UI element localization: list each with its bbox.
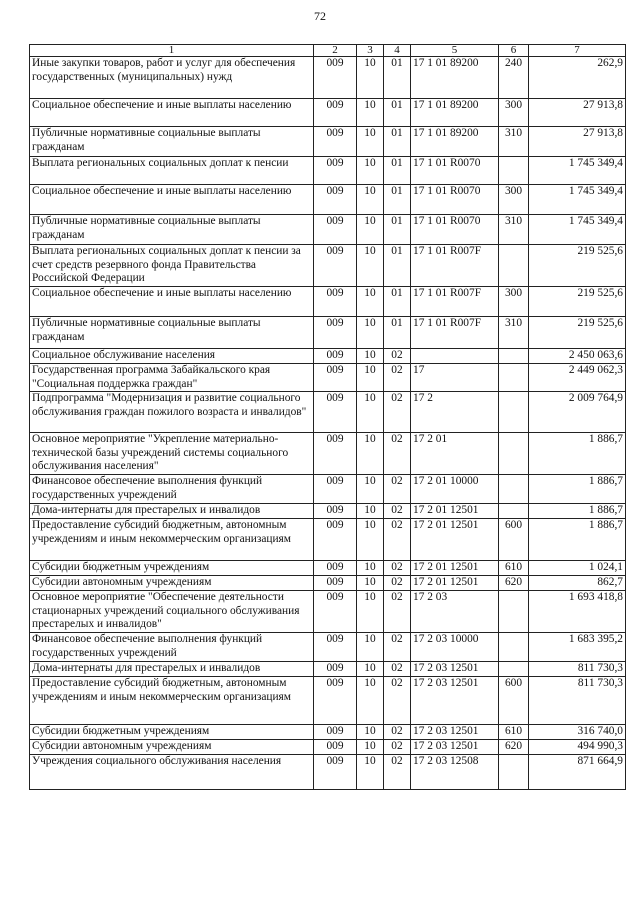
target-article-cell xyxy=(411,349,499,364)
admin-code-cell: 009 xyxy=(314,504,357,519)
table-row xyxy=(30,519,626,561)
target-article-cell: 17 2 03 12508 xyxy=(411,755,499,790)
table-row xyxy=(30,740,626,755)
header-row xyxy=(30,45,626,57)
column-header: 2 xyxy=(314,45,357,57)
admin-code-cell: 009 xyxy=(314,433,357,475)
table-body xyxy=(30,57,626,790)
table-row xyxy=(30,287,626,317)
admin-code-cell: 009 xyxy=(314,57,357,99)
subsection-code-cell: 01 xyxy=(384,215,411,245)
admin-code-cell: 009 xyxy=(314,392,357,433)
target-article-cell: 17 1 01 R0070 xyxy=(411,215,499,245)
subsection-code-cell: 02 xyxy=(384,755,411,790)
table-row xyxy=(30,349,626,364)
expense-type-cell xyxy=(499,475,529,504)
expense-type-cell xyxy=(499,504,529,519)
target-article-cell: 17 1 01 R007F xyxy=(411,245,499,287)
table-row xyxy=(30,504,626,519)
row-name-cell: Субсидии автономным учреждениям xyxy=(30,576,314,591)
subsection-code-cell: 02 xyxy=(384,475,411,504)
table-row xyxy=(30,633,626,662)
admin-code-cell: 009 xyxy=(314,519,357,561)
expense-type-cell xyxy=(499,433,529,475)
subsection-code-cell: 02 xyxy=(384,576,411,591)
section-code-cell: 10 xyxy=(357,245,384,287)
target-article-cell: 17 xyxy=(411,364,499,392)
subsection-code-cell: 02 xyxy=(384,364,411,392)
admin-code-cell: 009 xyxy=(314,755,357,790)
section-code-cell: 10 xyxy=(357,662,384,677)
row-name-cell: Публичные нормативные социальные выплаты гражданам xyxy=(30,215,314,245)
expense-type-cell: 600 xyxy=(499,677,529,725)
section-code-cell: 10 xyxy=(357,287,384,317)
amount-cell: 862,7 xyxy=(529,576,626,591)
row-name-cell: Публичные нормативные социальные выплаты гражданам xyxy=(30,317,314,349)
column-header: 7 xyxy=(529,45,626,57)
subsection-code-cell: 01 xyxy=(384,157,411,185)
admin-code-cell: 009 xyxy=(314,591,357,633)
section-code-cell: 10 xyxy=(357,364,384,392)
admin-code-cell: 009 xyxy=(314,127,357,157)
table-row xyxy=(30,561,626,576)
section-code-cell: 10 xyxy=(357,519,384,561)
row-name-cell: Иные закупки товаров, работ и услуг для обеспечения государственных (муниципальных) нужд xyxy=(30,57,314,99)
column-header: 1 xyxy=(30,45,314,57)
admin-code-cell: 009 xyxy=(314,633,357,662)
table-header xyxy=(30,45,626,57)
section-code-cell: 10 xyxy=(357,677,384,725)
section-code-cell: 10 xyxy=(357,57,384,99)
section-code-cell: 10 xyxy=(357,127,384,157)
amount-cell: 1 745 349,4 xyxy=(529,215,626,245)
table-row xyxy=(30,475,626,504)
expense-type-cell: 300 xyxy=(499,287,529,317)
expense-type-cell: 310 xyxy=(499,127,529,157)
subsection-code-cell: 02 xyxy=(384,561,411,576)
page-number: 72 xyxy=(314,9,326,23)
section-code-cell: 10 xyxy=(357,475,384,504)
subsection-code-cell: 02 xyxy=(384,633,411,662)
section-code-cell: 10 xyxy=(357,157,384,185)
table-row xyxy=(30,157,626,185)
section-code-cell: 10 xyxy=(357,504,384,519)
section-code-cell: 10 xyxy=(357,392,384,433)
subsection-code-cell: 02 xyxy=(384,591,411,633)
admin-code-cell: 009 xyxy=(314,287,357,317)
target-article-cell: 17 1 01 89200 xyxy=(411,127,499,157)
subsection-code-cell: 01 xyxy=(384,287,411,317)
table-row xyxy=(30,99,626,127)
section-code-cell: 10 xyxy=(357,317,384,349)
admin-code-cell: 009 xyxy=(314,677,357,725)
amount-cell: 27 913,8 xyxy=(529,127,626,157)
target-article-cell: 17 1 01 R0070 xyxy=(411,185,499,215)
target-article-cell: 17 2 01 12501 xyxy=(411,561,499,576)
target-article-cell: 17 2 01 12501 xyxy=(411,576,499,591)
expense-type-cell: 610 xyxy=(499,725,529,740)
amount-cell: 219 525,6 xyxy=(529,287,626,317)
row-name-cell: Субсидии бюджетным учреждениям xyxy=(30,725,314,740)
target-article-cell: 17 2 03 xyxy=(411,591,499,633)
target-article-cell: 17 1 01 R007F xyxy=(411,317,499,349)
column-header: 6 xyxy=(499,45,529,57)
expense-type-cell: 300 xyxy=(499,99,529,127)
amount-cell: 27 913,8 xyxy=(529,99,626,127)
table-row xyxy=(30,57,626,99)
expense-type-cell: 310 xyxy=(499,215,529,245)
expense-type-cell: 300 xyxy=(499,185,529,215)
amount-cell: 219 525,6 xyxy=(529,245,626,287)
expense-type-cell xyxy=(499,633,529,662)
amount-cell: 2 450 063,6 xyxy=(529,349,626,364)
section-code-cell: 10 xyxy=(357,215,384,245)
row-name-cell: Финансовое обеспечение выполнения функций государственных учреждений xyxy=(30,475,314,504)
subsection-code-cell: 01 xyxy=(384,57,411,99)
amount-cell: 1 024,1 xyxy=(529,561,626,576)
amount-cell: 1 886,7 xyxy=(529,433,626,475)
table-row xyxy=(30,392,626,433)
amount-cell: 1 745 349,4 xyxy=(529,185,626,215)
row-name-cell: Выплата региональных социальных доплат к пенсии xyxy=(30,157,314,185)
subsection-code-cell: 02 xyxy=(384,740,411,755)
admin-code-cell: 009 xyxy=(314,740,357,755)
admin-code-cell: 009 xyxy=(314,245,357,287)
expense-type-cell xyxy=(499,349,529,364)
target-article-cell: 17 2 03 12501 xyxy=(411,677,499,725)
target-article-cell: 17 2 03 12501 xyxy=(411,662,499,677)
amount-cell: 494 990,3 xyxy=(529,740,626,755)
amount-cell: 811 730,3 xyxy=(529,662,626,677)
section-code-cell: 10 xyxy=(357,561,384,576)
row-name-cell: Основное мероприятие "Укрепление материально-технической базы учреждений системы социального обслуживания населения" xyxy=(30,433,314,475)
expense-type-cell xyxy=(499,755,529,790)
target-article-cell: 17 1 01 R007F xyxy=(411,287,499,317)
row-name-cell: Публичные нормативные социальные выплаты гражданам xyxy=(30,127,314,157)
amount-cell: 811 730,3 xyxy=(529,677,626,725)
table-row xyxy=(30,127,626,157)
amount-cell: 1 886,7 xyxy=(529,504,626,519)
target-article-cell: 17 1 01 89200 xyxy=(411,57,499,99)
subsection-code-cell: 02 xyxy=(384,392,411,433)
table-row xyxy=(30,677,626,725)
table-row xyxy=(30,591,626,633)
row-name-cell: Основное мероприятие "Обеспечение деятельности стационарных учреждений социального обслуживания престарелых и инвалидов" xyxy=(30,591,314,633)
table-row xyxy=(30,755,626,790)
table-row xyxy=(30,576,626,591)
expense-type-cell xyxy=(499,662,529,677)
amount-cell: 262,9 xyxy=(529,57,626,99)
column-header: 3 xyxy=(357,45,384,57)
subsection-code-cell: 02 xyxy=(384,677,411,725)
amount-cell: 1 683 395,2 xyxy=(529,633,626,662)
row-name-cell: Учреждения социального обслуживания населения xyxy=(30,755,314,790)
subsection-code-cell: 01 xyxy=(384,185,411,215)
target-article-cell: 17 2 03 10000 xyxy=(411,633,499,662)
amount-cell: 2 449 062,3 xyxy=(529,364,626,392)
target-article-cell: 17 2 xyxy=(411,392,499,433)
table-row xyxy=(30,725,626,740)
expense-type-cell xyxy=(499,245,529,287)
section-code-cell: 10 xyxy=(357,740,384,755)
row-name-cell: Социальное обеспечение и иные выплаты населению xyxy=(30,99,314,127)
table-row xyxy=(30,185,626,215)
target-article-cell: 17 2 01 xyxy=(411,433,499,475)
table-row xyxy=(30,215,626,245)
subsection-code-cell: 02 xyxy=(384,349,411,364)
table-row xyxy=(30,662,626,677)
admin-code-cell: 009 xyxy=(314,364,357,392)
section-code-cell: 10 xyxy=(357,725,384,740)
row-name-cell: Выплата региональных социальных доплат к пенсии за счет средств резервного фонда Правительства Российской Федерации xyxy=(30,245,314,287)
section-code-cell: 10 xyxy=(357,185,384,215)
section-code-cell: 10 xyxy=(357,591,384,633)
section-code-cell: 10 xyxy=(357,349,384,364)
subsection-code-cell: 02 xyxy=(384,662,411,677)
admin-code-cell: 009 xyxy=(314,725,357,740)
target-article-cell: 17 2 01 12501 xyxy=(411,519,499,561)
row-name-cell: Финансовое обеспечение выполнения функций государственных учреждений xyxy=(30,633,314,662)
row-name-cell: Социальное обслуживание населения xyxy=(30,349,314,364)
amount-cell: 1 886,7 xyxy=(529,519,626,561)
row-name-cell: Подпрограмма "Модернизация и развитие социального обслуживания граждан пожилого возраста и инвалидов" xyxy=(30,392,314,433)
admin-code-cell: 009 xyxy=(314,662,357,677)
section-code-cell: 10 xyxy=(357,576,384,591)
expense-type-cell xyxy=(499,392,529,433)
expense-type-cell: 620 xyxy=(499,740,529,755)
table-row xyxy=(30,364,626,392)
table-row xyxy=(30,245,626,287)
expense-type-cell: 610 xyxy=(499,561,529,576)
subsection-code-cell: 01 xyxy=(384,99,411,127)
target-article-cell: 17 1 01 R0070 xyxy=(411,157,499,185)
admin-code-cell: 009 xyxy=(314,185,357,215)
expense-type-cell: 600 xyxy=(499,519,529,561)
subsection-code-cell: 01 xyxy=(384,245,411,287)
section-code-cell: 10 xyxy=(357,99,384,127)
expense-type-cell: 310 xyxy=(499,317,529,349)
row-name-cell: Социальное обеспечение и иные выплаты населению xyxy=(30,287,314,317)
amount-cell: 1 693 418,8 xyxy=(529,591,626,633)
subsection-code-cell: 01 xyxy=(384,317,411,349)
admin-code-cell: 009 xyxy=(314,157,357,185)
expense-type-cell: 620 xyxy=(499,576,529,591)
amount-cell: 316 740,0 xyxy=(529,725,626,740)
admin-code-cell: 009 xyxy=(314,475,357,504)
subsection-code-cell: 01 xyxy=(384,127,411,157)
subsection-code-cell: 02 xyxy=(384,504,411,519)
row-name-cell: Субсидии автономным учреждениям xyxy=(30,740,314,755)
amount-cell: 1 886,7 xyxy=(529,475,626,504)
subsection-code-cell: 02 xyxy=(384,725,411,740)
expense-type-cell xyxy=(499,364,529,392)
row-name-cell: Предоставление субсидий бюджетным, автономным учреждениям и иным некоммерческим организациям xyxy=(30,519,314,561)
target-article-cell: 17 2 03 12501 xyxy=(411,725,499,740)
expense-type-cell xyxy=(499,157,529,185)
admin-code-cell: 009 xyxy=(314,561,357,576)
row-name-cell: Государственная программа Забайкальского края "Социальная поддержка граждан" xyxy=(30,364,314,392)
target-article-cell: 17 2 01 10000 xyxy=(411,475,499,504)
row-name-cell: Предоставление субсидий бюджетным, автономным учреждениям и иным некоммерческим организациям xyxy=(30,677,314,725)
amount-cell: 871 664,9 xyxy=(529,755,626,790)
subsection-code-cell: 02 xyxy=(384,519,411,561)
row-name-cell: Дома-интернаты для престарелых и инвалидов xyxy=(30,504,314,519)
admin-code-cell: 009 xyxy=(314,349,357,364)
amount-cell: 219 525,6 xyxy=(529,317,626,349)
target-article-cell: 17 1 01 89200 xyxy=(411,99,499,127)
row-name-cell: Социальное обеспечение и иные выплаты населению xyxy=(30,185,314,215)
budget-table xyxy=(29,44,626,790)
target-article-cell: 17 2 03 12501 xyxy=(411,740,499,755)
section-code-cell: 10 xyxy=(357,433,384,475)
section-code-cell: 10 xyxy=(357,633,384,662)
expense-type-cell xyxy=(499,591,529,633)
amount-cell: 2 009 764,9 xyxy=(529,392,626,433)
column-header: 5 xyxy=(411,45,499,57)
admin-code-cell: 009 xyxy=(314,99,357,127)
subsection-code-cell: 02 xyxy=(384,433,411,475)
amount-cell: 1 745 349,4 xyxy=(529,157,626,185)
admin-code-cell: 009 xyxy=(314,215,357,245)
table-row xyxy=(30,317,626,349)
row-name-cell: Дома-интернаты для престарелых и инвалидов xyxy=(30,662,314,677)
section-code-cell: 10 xyxy=(357,755,384,790)
table-row xyxy=(30,433,626,475)
admin-code-cell: 009 xyxy=(314,576,357,591)
column-header: 4 xyxy=(384,45,411,57)
target-article-cell: 17 2 01 12501 xyxy=(411,504,499,519)
expense-type-cell: 240 xyxy=(499,57,529,99)
row-name-cell: Субсидии бюджетным учреждениям xyxy=(30,561,314,576)
admin-code-cell: 009 xyxy=(314,317,357,349)
